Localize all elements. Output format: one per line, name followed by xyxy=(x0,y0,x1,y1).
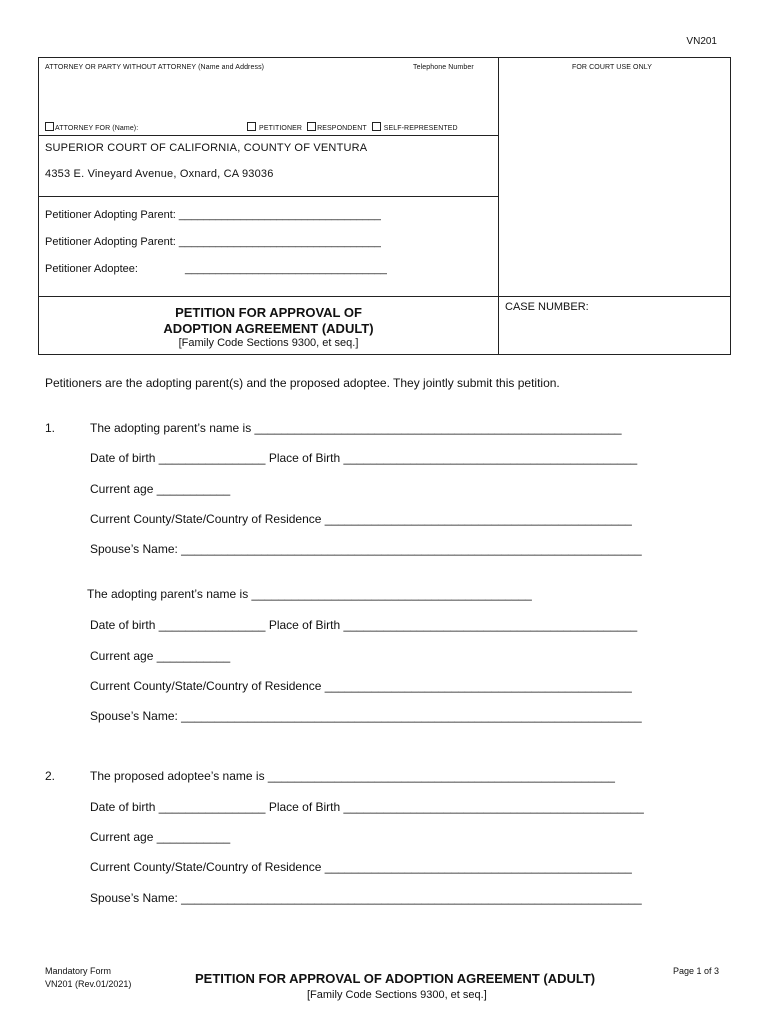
adoptee-spouse-field[interactable]: Spouse’s Name: _____________________________________________________________________ xyxy=(90,891,642,905)
attorney-label: ATTORNEY OR PARTY WITHOUT ATTORNEY (Name and Address) xyxy=(45,64,265,71)
petitioner-label: PETITIONER xyxy=(259,125,303,132)
parent1-name-field[interactable]: The adopting parent’s name is _______________________________________________________ xyxy=(90,421,622,435)
caption-rule xyxy=(39,196,498,197)
party-line-3: Petitioner Adoptee: xyxy=(45,263,138,275)
caption-divider xyxy=(498,58,499,354)
self-represented-checkbox[interactable] xyxy=(372,122,381,131)
caption-title-line2: ADOPTION AGREEMENT (ADULT) xyxy=(163,321,374,336)
court-use-label: FOR COURT USE ONLY xyxy=(572,64,652,71)
parent1-age-field[interactable]: Current age ___________ xyxy=(90,482,231,496)
page-number: Page 1 of 3 xyxy=(673,966,720,976)
petitioner-checkbox[interactable] xyxy=(247,122,256,131)
section-2-number: 2. xyxy=(45,769,56,783)
intro-text: Petitioners are the adopting parent(s) and the proposed adoptee. They jointly submit this petition. xyxy=(45,376,560,390)
adoptee-name-field[interactable]: The proposed adoptee’s name is ____________________________________________________ xyxy=(90,769,615,783)
adoptee-age-field[interactable]: Current age ___________ xyxy=(90,830,231,844)
parent1-residence-field[interactable]: Current County/State/Country of Residence ______________________________________________ xyxy=(90,512,632,526)
caption-rule xyxy=(39,296,730,297)
footer-mandatory: Mandatory Form xyxy=(45,966,112,976)
parent2-spouse-field[interactable]: Spouse’s Name: _____________________________________________________________________ xyxy=(90,709,642,723)
respondent-checkbox[interactable] xyxy=(307,122,316,131)
parent1-spouse-field[interactable]: Spouse’s Name: _____________________________________________________________________ xyxy=(90,542,642,556)
footer-title: PETITION FOR APPROVAL OF ADOPTION AGREEMENT (ADULT) xyxy=(195,971,596,986)
respondent-label: RESPONDENT xyxy=(317,125,367,132)
attorney-for-row xyxy=(45,122,138,132)
parent2-residence-field[interactable]: Current County/State/Country of Residence ______________________________________________ xyxy=(90,679,632,693)
footer-subtitle: [Family Code Sections 9300, et seq.] xyxy=(307,989,487,1001)
party-line-2: Petitioner Adopting Parent: _________________________________ xyxy=(45,236,381,248)
party-checkboxes xyxy=(247,122,458,132)
attorney-for-label: ATTORNEY FOR (Name): xyxy=(55,125,139,132)
caption-title-line3: [Family Code Sections 9300, et seq.] xyxy=(178,337,359,349)
adoptee-dob-field[interactable]: Date of birth ________________ Place of Birth _____________________________________________ xyxy=(90,800,644,814)
parent2-age-field[interactable]: Current age ___________ xyxy=(90,649,231,663)
section-1-number: 1. xyxy=(45,421,56,435)
adoptee-residence-field[interactable]: Current County/State/Country of Residence ______________________________________________ xyxy=(90,860,632,874)
attorney-for-checkbox[interactable] xyxy=(45,122,54,131)
caption-rule xyxy=(39,135,498,136)
footer-revision: VN201 (Rev.01/2021) xyxy=(45,979,132,989)
party-line-1: Petitioner Adopting Parent: _________________________________ xyxy=(45,209,381,221)
court-address: 4353 E. Vineyard Avenue, Oxnard, CA 93036 xyxy=(45,168,274,180)
parent1-dob-field[interactable]: Date of birth ________________ Place of Birth ____________________________________________ xyxy=(90,451,638,465)
court-name: SUPERIOR COURT OF CALIFORNIA, COUNTY OF VENTURA xyxy=(45,142,368,154)
parent2-dob-field[interactable]: Date of birth ________________ Place of Birth ____________________________________________ xyxy=(90,618,638,632)
telephone-label: Telephone Number xyxy=(413,64,474,71)
form-code: VN201 xyxy=(686,36,717,47)
caption-title-line1: PETITION FOR APPROVAL OF xyxy=(175,305,362,320)
case-number-label: CASE NUMBER: xyxy=(505,301,589,313)
parent2-name-field[interactable]: The adopting parent’s name is __________________________________________ xyxy=(87,587,532,601)
caption-box xyxy=(38,57,731,355)
self-represented-label: SELF-REPRESENTED xyxy=(383,125,458,132)
adoptee-blank: _________________________________ xyxy=(185,263,387,275)
